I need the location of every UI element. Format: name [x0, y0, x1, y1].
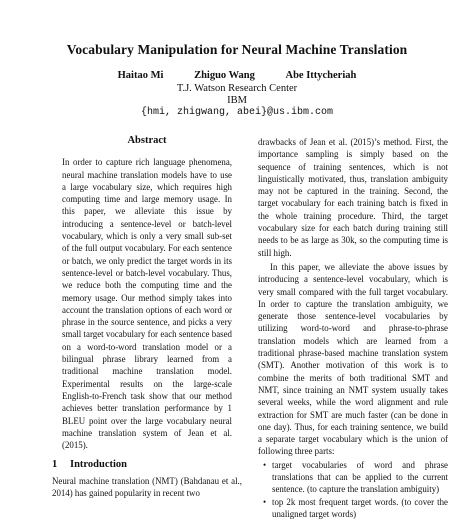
section-number: 1: [52, 459, 58, 471]
author-name: Abe Ittycheriah: [285, 70, 357, 81]
affiliation: T.J. Watson Research Center: [176, 83, 298, 94]
bullet-icon: •: [263, 496, 267, 507]
list-item: [263, 496, 448, 520]
abstract-heading: Abstract: [127, 135, 167, 146]
bullet-icon: •: [263, 459, 267, 470]
abstract-text: In order to capture rich language phenomena, neural machine translation models have to use a large vocabulary size, which requires high computing time and large memory usage. In this paper, we alleviate this issue by introducing a sentence-level or batch-level vocabulary, which is only a very small sub-set of the full output vocabulary. For each sentence or batch, we only predict the target words in its sentence-level or batch-level vocabulary. Thus, we reduce both the computing time and the memory usage. Our method simply takes into account the translation options of each word or phrase in the source sentence, and picks a very small target vocabulary for each sentence based on a word-to-word translation model or a bilingual phrase library learned from a traditional machine translation model. Experimental results on the large-scale English-to-French task show that our method achieves better translation performance by 1 BLEU point over the large vocabulary neural machine translation system of Jean et al. (2015).: [62, 157, 232, 451]
author-emails: {hmi, zhigwang, abei}@us.ibm.com: [140, 107, 334, 118]
institution: IBM: [227, 95, 247, 106]
list-item-text: top 2k most frequent target words. (to cover the unaligned target words): [272, 496, 448, 519]
list-item: [263, 459, 448, 496]
intro-paragraph: Neural machine translation (NMT) (Bahdanau et al., 2014) has gained popularity in recent two: [52, 475, 242, 499]
body-paragraph: In this paper, we alleviate the above issues by introducing a sentence-level vocabulary, which is very small compared with the full target vocabulary. In order to capture the translation ambiguity, we generate those sentence-level vocabularies by utilizing word-to-word and phrase-to-phrase translation models which are learned from a traditional phrase-based machine translation system (SMT). Another motivation of this work is to combine the merits of both traditional SMT and NMT, since training an NMT system usually takes several weeks, while the word alignment and rule extraction for SMT are much faster (can be done in one day). Thus, for each training sentence, we build a separate target vocabulary which is the union of following three parts:: [258, 261, 448, 457]
paper-title: Vocabulary Manipulation for Neural Machine Translation: [66, 42, 408, 57]
author-name: Zhiguo Wang: [194, 70, 255, 81]
section-heading: [52, 459, 242, 471]
author-name: Haitao Mi: [117, 70, 164, 81]
left-column: [52, 135, 242, 499]
body-paragraph: drawbacks of Jean et al. (2015)’s method. First, the importance sampling is simply based on the sequence of training sentences, which is not linguistically motivated, thus, translation ambiguity may not be captured in the training. Second, the target vocabulary for each training batch is fixed in the whole training procedure. Third, the target vocabulary size for each batch during training still needs to be as large as 30k, so the computing time is still high.: [258, 137, 448, 258]
bullet-list: [258, 459, 448, 520]
list-item-text: target vocabularies of word and phrase translations that can be applied to the current sentence. (to capture the translation ambiguity): [272, 459, 448, 495]
right-column: [258, 136, 448, 520]
author-list: [0, 70, 474, 81]
section-title: Introduction: [70, 459, 127, 471]
